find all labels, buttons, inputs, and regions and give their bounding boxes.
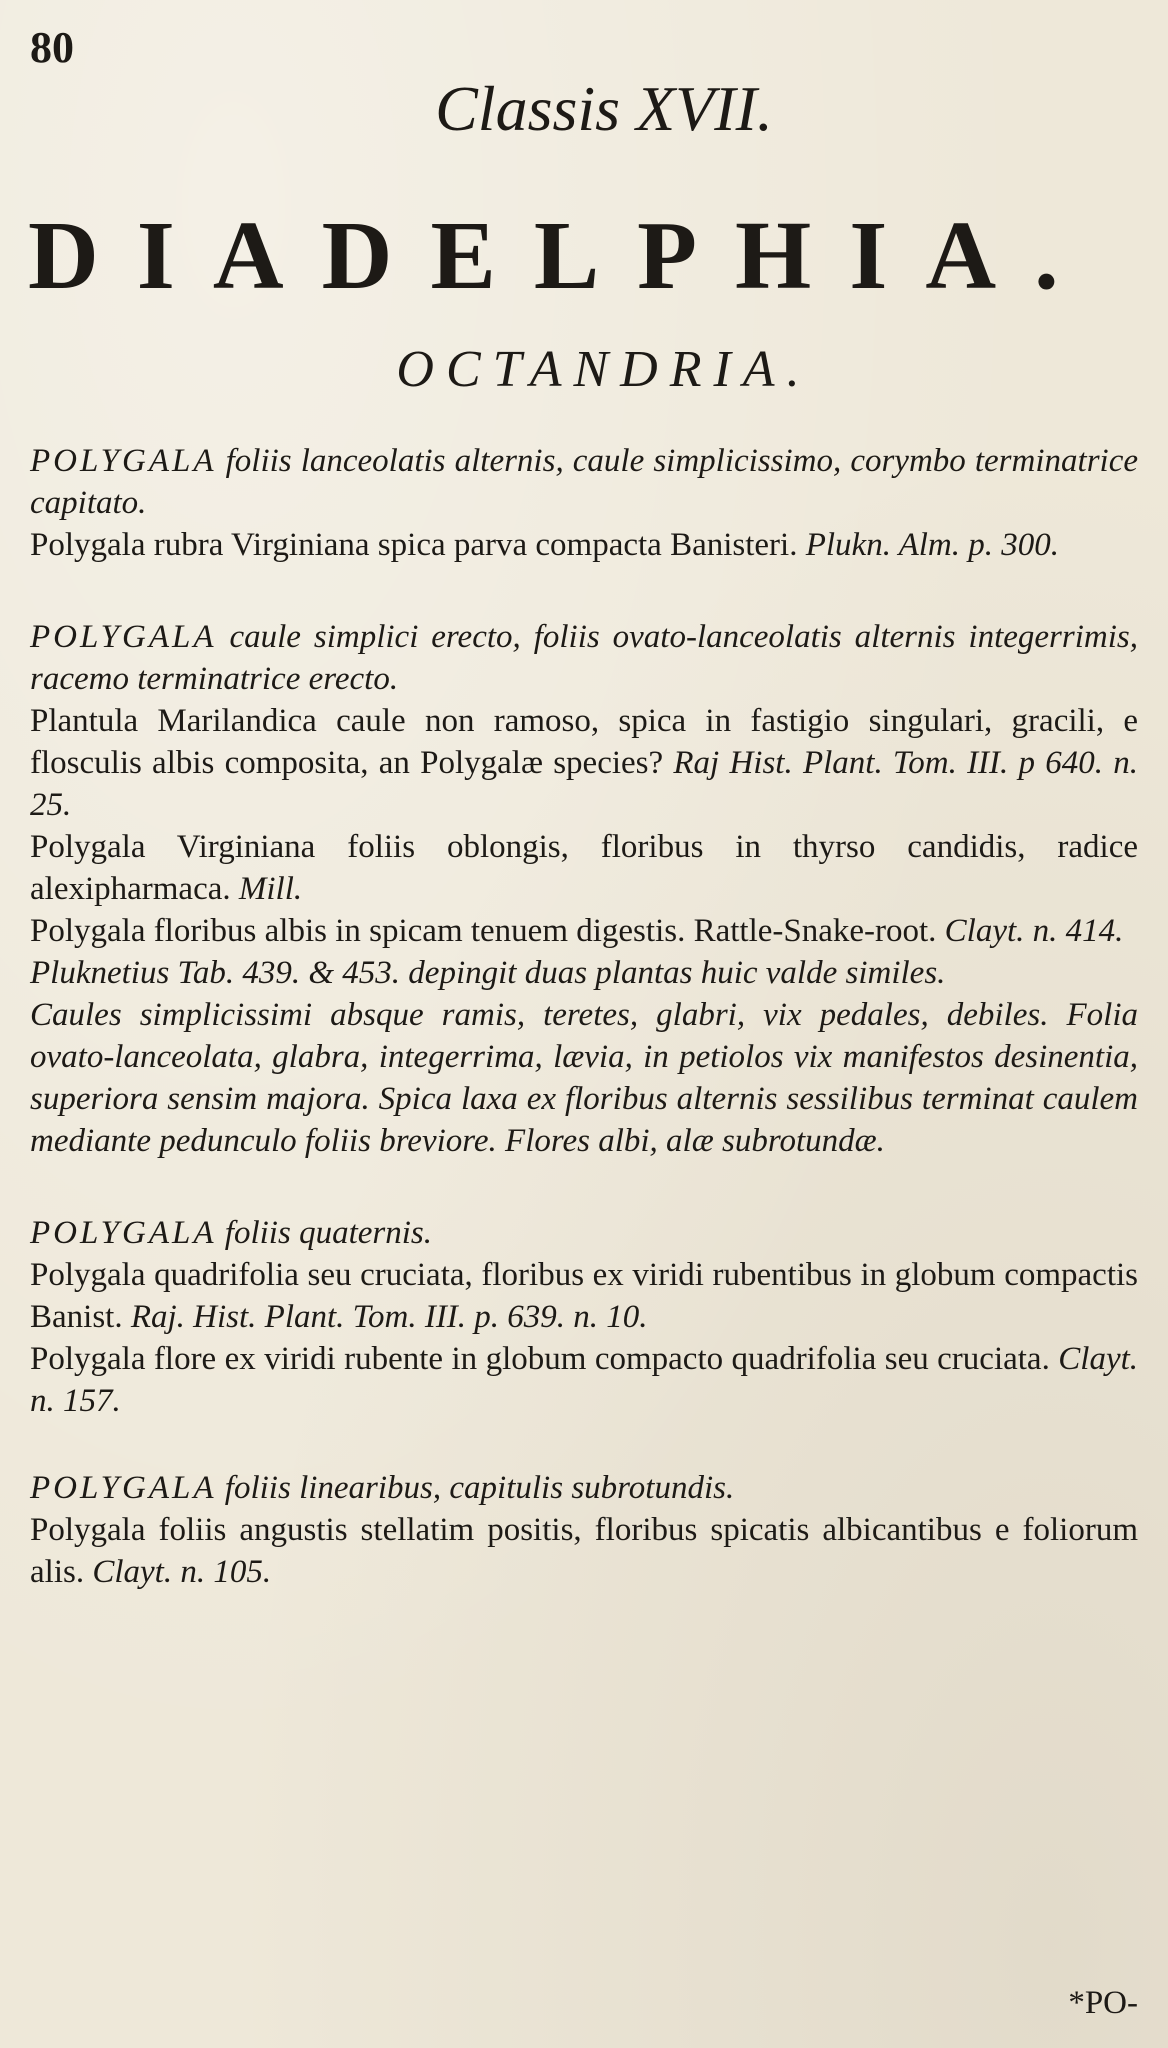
synonym: Polygala rubra Virginiana spica parva compacta Banisteri. Plukn. Alm. p. 300. [30, 527, 1060, 563]
page-number: 80 [30, 23, 74, 72]
description: Caules simplicissimi absque ramis, teretes, glabri, vix pedales, debiles. Folia ovato-lanceolata, glabra, integerrima, lævia, in petiolos vix manifestos desinentia, superiora sensim majora. Spica laxa ex floribus alternis sessilibus terminat caulem mediante pedunculo foliis breviore. Flores albi, alæ subrotundæ. [30, 997, 1138, 1159]
species-diagnosis: foliis lanceolatis alternis, caule simplicissimo, corymbo terminatrice capitato. [30, 443, 1138, 521]
synonym: Polygala quadrifolia seu cruciata, floribus ex viridi rubentibus in globum compactis Banist. Raj. Hist. Plant. Tom. III. p. 639. n. 10. [30, 1257, 1138, 1335]
species-diagnosis: foliis linearibus, capitulis subrotundis. [224, 1470, 735, 1506]
genus-name: POLYGALA [30, 1470, 217, 1506]
genus-name: POLYGALA [30, 619, 217, 655]
genus-name: POLYGALA [30, 443, 217, 479]
note: Pluknetius Tab. 439. & 453. depingit duas plantas huic valde similes. [30, 955, 946, 991]
order-subtitle: OCTANDRIA. [396, 341, 812, 398]
reference: Plukn. Alm. p. 300. [805, 527, 1060, 563]
species-heading [30, 1212, 1138, 1254]
synonym: Polygala Virginiana foliis oblongis, floribus in thyrso candidis, radice alexipharmaca. Mill. [30, 829, 1138, 907]
species-diagnosis: caule simplici erecto, foliis ovato-lanceolatis alternis integerrimis, racemo terminatrice erecto. [30, 619, 1139, 697]
class-heading: Classis XVII. [435, 73, 773, 144]
reference: Clayt. n. 157. [30, 1341, 1139, 1419]
page-title: DIADELPHIA. [28, 202, 1097, 310]
reference: Raj Hist. Plant. Tom. III. p 640. n. 25. [30, 745, 1138, 823]
species-heading [30, 440, 1138, 524]
synonym: Plantula Marilandica caule non ramoso, spica in fastigio singulari, gracili, e flosculis albis composita, an Polygalæ species? Raj Hist. Plant. Tom. III. p 640. n. 25. [30, 703, 1138, 823]
species-entry [30, 1212, 1138, 1422]
genus-name: POLYGALA [30, 1215, 217, 1251]
body-text [30, 440, 1138, 1643]
reference: Clayt. n. 414. [944, 913, 1124, 949]
synonym: Polygala flore ex viridi rubente in globum compacto quadrifolia seu cruciata. Clayt. n. 157. [30, 1341, 1139, 1419]
reference: Mill. [238, 871, 303, 907]
synonym: Polygala floribus albis in spicam tenuem digestis. Rattle-Snake-root. Clayt. n. 414. [30, 913, 1124, 949]
reference: Raj. Hist. Plant. Tom. III. p. 639. n. 10. [130, 1299, 648, 1335]
reference: Clayt. n. 105. [92, 1554, 272, 1590]
species-entry [30, 440, 1138, 566]
species-diagnosis: foliis quaternis. [224, 1215, 432, 1251]
species-entry [30, 616, 1138, 1162]
species-entry [30, 1467, 1138, 1593]
species-heading [30, 616, 1138, 700]
species-heading [30, 1467, 1138, 1509]
synonym: Polygala foliis angustis stellatim positis, floribus spicatis albicantibus e foliorum alis. Clayt. n. 105. [30, 1512, 1138, 1590]
catchword: *PO- [1068, 1985, 1138, 2021]
